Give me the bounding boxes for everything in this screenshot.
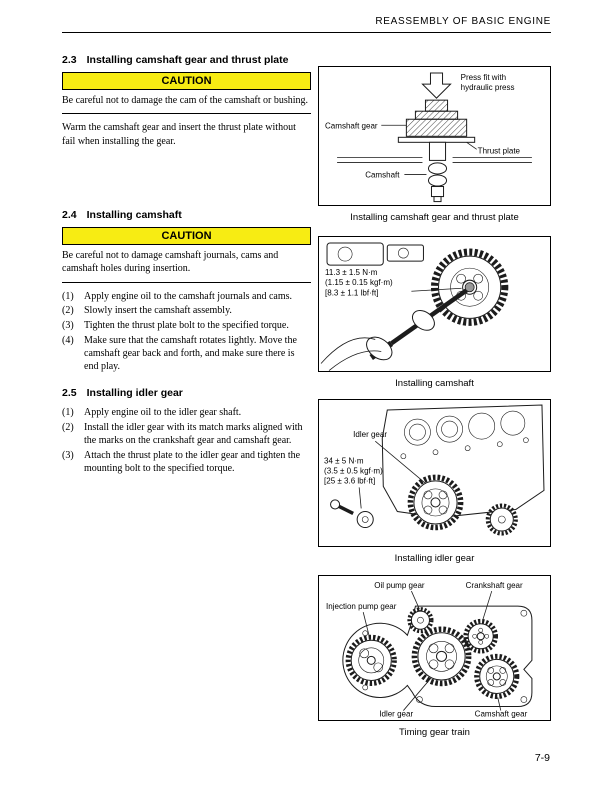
crankshaft-gear-label: Crankshaft gear: [465, 581, 523, 591]
thrust-plate-label: Thrust plate: [477, 146, 521, 156]
press-tool: [415, 100, 457, 119]
step-text: Install the idler gear with its match marks aligned with the marks on the crankshaft gear and camshaft gear.: [84, 421, 303, 447]
section-2-5: [62, 387, 311, 475]
camshaft-label: Camshaft: [365, 170, 400, 180]
section-2-3: [62, 54, 311, 148]
step: [62, 449, 311, 475]
section-2-5-heading: [62, 387, 311, 399]
idler-gear-label: Idler gear: [379, 709, 414, 719]
caution-box: [62, 227, 311, 282]
step: [62, 319, 311, 332]
body-paragraph: Warm the camshaft gear and insert the thrust plate without fail when installing the gear.: [62, 122, 296, 147]
step-list: [62, 406, 311, 475]
thrust-plate-section: [398, 137, 474, 142]
section-number: 2.4: [62, 209, 77, 222]
press-fit-drawing: [319, 67, 550, 205]
step-text: Apply engine oil to the idler gear shaft.: [84, 407, 242, 419]
figure-caption: Installing idler gear: [394, 552, 475, 564]
step: [62, 290, 311, 303]
torque-label-lbf: [25 ± 3.6 lbf·ft]: [324, 476, 376, 486]
mechanic-hands: [321, 306, 438, 370]
step: [62, 334, 311, 374]
figure-caption: Timing gear train: [399, 726, 470, 738]
section-number: 2.3: [62, 54, 77, 66]
section-2-3-heading: [62, 54, 311, 66]
step-number: (2): [62, 421, 74, 433]
step-number: (3): [62, 449, 74, 461]
figure-installing-camshaft: [318, 236, 551, 389]
figure-caption: Installing camshaft: [395, 377, 474, 389]
figure-frame: [318, 66, 551, 206]
camshaft-gear-label: Camshaft gear: [325, 121, 378, 131]
idler-gear-label: Idler gear: [353, 430, 388, 440]
figure-frame: [318, 236, 551, 372]
step-number: (2): [62, 305, 74, 317]
step-text: Apply engine oil to the camshaft journals and cams.: [84, 290, 293, 302]
timing-gear-train-drawing: [319, 576, 550, 720]
press-label-line1: Press fit with: [460, 73, 507, 83]
torque-label-lbf: [8.3 ± 1.1 lbf·ft]: [325, 288, 379, 298]
torque-label-nm: 34 ± 5 N·m: [324, 456, 364, 466]
camshaft-shaft: [428, 142, 446, 201]
injection-pump-gear-label: Injection pump gear: [326, 602, 397, 612]
section-title: Installing camshaft: [86, 209, 182, 222]
text-column: [62, 54, 311, 477]
caution-label: CAUTION: [62, 227, 311, 245]
caution-label: CAUTION: [62, 72, 311, 90]
installing-camshaft-drawing: [319, 237, 550, 371]
figure-installing-idler-gear: [318, 399, 551, 564]
header-title: REASSEMBLY OF BASIC ENGINE: [375, 16, 551, 27]
page-header: [62, 16, 551, 33]
torque-label-nm: 11.3 ± 1.5 N·m: [325, 268, 378, 278]
press-down-arrow-icon: [422, 73, 450, 98]
step-number: (1): [62, 407, 74, 419]
caution-box: [62, 72, 311, 114]
installing-idler-gear-drawing: [319, 400, 550, 546]
step-text: Make sure that the camshaft rotates lightly. Move the camshaft gear back and forth, and make sure there is end play.: [84, 334, 297, 372]
step: [62, 421, 311, 447]
figure-frame: [318, 575, 551, 721]
step-text: Attach the thrust plate to the idler gear and tighten the mounting bolt to the specified torque.: [84, 449, 301, 474]
caution-text: Be careful not to damage the cam of the camshaft or bushing.: [62, 90, 311, 114]
thrust-plate-leader: [467, 142, 477, 149]
figure-caption: Installing camshaft gear and thrust plate: [350, 211, 519, 223]
press-label-line2: hydraulic press: [460, 83, 515, 93]
figure-press-fit: [318, 66, 551, 223]
page-number: 7-9: [534, 752, 550, 764]
camshaft-gear-section: [406, 119, 466, 136]
torque-label-kgf: (3.5 ± 0.5 kgf·m): [324, 466, 383, 476]
torque-label-kgf: (1.15 ± 0.15 kgf·m): [325, 278, 393, 288]
figure-timing-gear-train: [318, 575, 551, 738]
step: [62, 406, 311, 419]
section-title: Installing camshaft gear and thrust plate: [86, 54, 289, 66]
oil-pump-gear-label: Oil pump gear: [374, 581, 425, 591]
step-text: Tighten the thrust plate bolt to the specified torque.: [84, 319, 289, 331]
step-number: (3): [62, 319, 74, 331]
step-list: [62, 290, 311, 374]
section-2-4: [62, 209, 311, 373]
step-number: (1): [62, 290, 74, 302]
camshaft-gear-label: Camshaft gear: [474, 709, 528, 719]
step-text: Slowly insert the camshaft assembly.: [84, 305, 232, 317]
engine-block-partial: [327, 243, 423, 265]
mounting-bolt: [331, 500, 374, 528]
step-number: (4): [62, 334, 74, 346]
step: [62, 304, 311, 317]
section-title: Installing idler gear: [86, 387, 183, 400]
section-number: 2.5: [62, 387, 77, 400]
section-2-4-heading: [62, 209, 311, 221]
caution-text: Be careful not to damage camshaft journals, cams and camshaft holes during insertion.: [62, 245, 311, 282]
torque-leader: [359, 487, 361, 508]
figure-frame: [318, 399, 551, 547]
